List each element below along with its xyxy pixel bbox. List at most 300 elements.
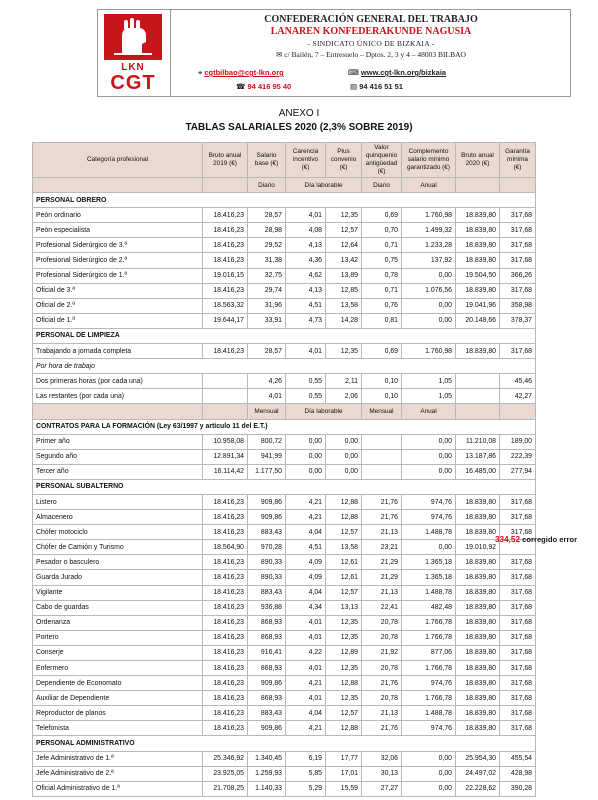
value-cell: 21,76 — [362, 510, 402, 525]
value-cell: 20,78 — [362, 661, 402, 676]
value-cell: 0,00 — [402, 540, 456, 555]
web-line — [348, 68, 446, 77]
table-row — [33, 691, 536, 706]
value-cell: 1.766,78 — [402, 615, 456, 630]
value-cell: 868,93 — [248, 615, 286, 630]
units-cell — [203, 404, 248, 419]
table-row — [33, 253, 536, 268]
table-row — [33, 494, 536, 509]
value-cell: 868,93 — [248, 661, 286, 676]
phone-line — [236, 82, 291, 91]
value-cell: 4,51 — [286, 298, 326, 313]
category-cell: Oficial de 2.ª — [33, 298, 203, 313]
value-cell: 1.499,32 — [402, 223, 456, 238]
letter-icon: ✉ — [276, 50, 283, 59]
value-cell: 974,76 — [402, 510, 456, 525]
units-cell: Diario — [362, 178, 402, 193]
value-cell: 12,89 — [326, 645, 362, 660]
value-cell: 30,13 — [362, 766, 402, 781]
value-cell: 890,33 — [248, 570, 286, 585]
org-name-basque: LANAREN KONFEDERAKUNDE NAGUSIA — [270, 26, 472, 37]
value-cell: 32,06 — [362, 751, 402, 766]
value-cell: 0,71 — [362, 283, 402, 298]
value-cell: 974,76 — [402, 494, 456, 509]
value-cell: 23,21 — [362, 540, 402, 555]
category-cell: Portero — [33, 630, 203, 645]
value-cell: 0,00 — [326, 449, 362, 464]
value-cell: 22,41 — [362, 600, 402, 615]
value-cell: 0,69 — [362, 344, 402, 359]
value-cell: 13,13 — [326, 600, 362, 615]
column-header: Garantía mínima (€) — [500, 143, 536, 178]
value-cell: 18.416,23 — [203, 344, 248, 359]
value-cell: 877,06 — [402, 645, 456, 660]
value-cell: 5,85 — [286, 766, 326, 781]
value-cell: 18.416,23 — [203, 510, 248, 525]
value-cell: 10.958,08 — [203, 434, 248, 449]
units-cell: Día laborable — [286, 404, 362, 419]
table-row — [33, 510, 536, 525]
value-cell: 12,35 — [326, 661, 362, 676]
fax-line — [350, 82, 403, 91]
units-cell: Mensual — [362, 404, 402, 419]
value-cell: 18.839,80 — [456, 223, 500, 238]
value-cell: 4,21 — [286, 721, 326, 736]
table-row — [33, 374, 536, 389]
column-header: Bruto anual 2019 (€) — [203, 143, 248, 178]
value-cell: 18.839,80 — [456, 645, 500, 660]
value-cell: 317,68 — [500, 510, 536, 525]
category-cell: Enfermero — [33, 661, 203, 676]
value-cell: 4,21 — [286, 494, 326, 509]
value-cell: 358,98 — [500, 298, 536, 313]
category-cell: Auxiliar de Dependiente — [33, 691, 203, 706]
value-cell: 0,10 — [362, 374, 402, 389]
category-cell: Segundo año — [33, 449, 203, 464]
value-cell: 12,57 — [326, 585, 362, 600]
table-row — [33, 298, 536, 313]
value-cell: 18.416,23 — [203, 691, 248, 706]
value-cell: 883,43 — [248, 585, 286, 600]
value-cell: 13,58 — [326, 540, 362, 555]
category-cell: Reproductor de planos — [33, 706, 203, 721]
value-cell: 4,01 — [286, 344, 326, 359]
value-cell: 21,13 — [362, 525, 402, 540]
units-cell — [203, 178, 248, 193]
value-cell: 909,86 — [248, 676, 286, 691]
value-cell: 17,77 — [326, 751, 362, 766]
value-cell: 45,46 — [500, 374, 536, 389]
value-cell: 4,01 — [286, 615, 326, 630]
column-header: Bruto anual 2020 (€) — [456, 143, 500, 178]
value-cell: 18.839,80 — [456, 691, 500, 706]
value-cell: 28,57 — [248, 344, 286, 359]
value-cell: 18.416,23 — [203, 630, 248, 645]
value-cell: 4,09 — [286, 555, 326, 570]
value-cell: 13.187,86 — [456, 449, 500, 464]
value-cell: 4,34 — [286, 600, 326, 615]
value-cell: 18.416,23 — [203, 208, 248, 223]
value-cell: 18.839,80 — [456, 283, 500, 298]
value-cell: 4,51 — [286, 540, 326, 555]
category-cell: Chófer de Camión y Turismo — [33, 540, 203, 555]
value-cell: 20.148,66 — [456, 313, 500, 328]
value-cell: 18.839,80 — [456, 208, 500, 223]
address-text: c/ Bailén, 7 – Entresuelo – Dptos. 2, 3 y 4 – 48003 BILBAO — [284, 50, 466, 59]
phone-number: 94 416 95 40 — [247, 82, 292, 91]
value-cell: 317,68 — [500, 691, 536, 706]
table-row — [33, 464, 536, 479]
value-cell: 42,27 — [500, 389, 536, 404]
value-cell: 4,73 — [286, 313, 326, 328]
value-cell: 18.416,23 — [203, 676, 248, 691]
category-cell: Dos primeras horas (por cada una) — [33, 374, 203, 389]
section-row — [33, 736, 536, 751]
value-cell — [362, 434, 402, 449]
category-cell: Peón ordinario — [33, 208, 203, 223]
value-cell: 868,93 — [248, 691, 286, 706]
page-title: TABLAS SALARIALES 2020 (2,3% SOBRE 2019) — [185, 122, 413, 133]
value-cell: 12,57 — [326, 706, 362, 721]
value-cell: 0,55 — [286, 389, 326, 404]
value-cell: 137,92 — [402, 253, 456, 268]
value-cell: 12,35 — [326, 615, 362, 630]
value-cell — [362, 449, 402, 464]
value-cell: 317,68 — [500, 615, 536, 630]
value-cell: 0,81 — [362, 313, 402, 328]
value-cell: 4,04 — [286, 585, 326, 600]
value-cell: 1.760,98 — [402, 344, 456, 359]
value-cell: 21,29 — [362, 570, 402, 585]
value-cell: 0,00 — [326, 434, 362, 449]
section-header: CONTRATOS PARA LA FORMACIÓN (Ley 63/1997 y artículo 11 del E.T.) — [33, 419, 536, 434]
value-cell: 4,62 — [286, 268, 326, 283]
value-cell: 4,01 — [286, 630, 326, 645]
keyboard-icon: ⌨ — [348, 68, 359, 77]
value-cell: 390,28 — [500, 781, 536, 796]
value-cell: 18.839,80 — [456, 585, 500, 600]
table-row — [33, 645, 536, 660]
value-cell: 18.416,23 — [203, 645, 248, 660]
value-cell: 4,21 — [286, 676, 326, 691]
value-cell: 4,13 — [286, 238, 326, 253]
value-cell: 18.839,80 — [456, 238, 500, 253]
value-cell: 12,61 — [326, 570, 362, 585]
value-cell: 4,01 — [286, 208, 326, 223]
value-cell: 0,75 — [362, 253, 402, 268]
value-cell: 19.010,92 — [456, 540, 500, 555]
value-cell: 4,36 — [286, 253, 326, 268]
value-cell — [362, 464, 402, 479]
value-cell: 883,43 — [248, 706, 286, 721]
units-row — [33, 404, 536, 419]
section-row — [33, 328, 536, 343]
value-cell: 0,55 — [286, 374, 326, 389]
column-header: Plus convenio (€) — [326, 143, 362, 178]
value-cell: 0,00 — [402, 781, 456, 796]
value-cell: 12,88 — [326, 494, 362, 509]
table-row — [33, 630, 536, 645]
value-cell: 16.114,42 — [203, 464, 248, 479]
value-cell: 0,00 — [326, 464, 362, 479]
value-cell: 29,74 — [248, 283, 286, 298]
value-cell: 2,06 — [326, 389, 362, 404]
section-header: PERSONAL DE LIMPIEZA — [33, 328, 536, 343]
value-cell: 21,13 — [362, 706, 402, 721]
value-cell: 21,92 — [362, 645, 402, 660]
section-header: PERSONAL OBRERO — [33, 193, 536, 208]
category-cell: Jefe Administrativo de 1.ª — [33, 751, 203, 766]
value-cell: 482,48 — [402, 600, 456, 615]
value-cell: 18.416,23 — [203, 570, 248, 585]
value-cell: 21,76 — [362, 721, 402, 736]
category-cell: Telefonista — [33, 721, 203, 736]
value-cell: 19.504,50 — [456, 268, 500, 283]
web-link[interactable]: www.cgt-lkn.org/bizkaia — [360, 68, 447, 77]
category-cell: Chófer motociclo — [33, 525, 203, 540]
value-cell: 1.766,78 — [402, 691, 456, 706]
value-cell: 13,89 — [326, 268, 362, 283]
column-header: Categoría profesional — [33, 143, 203, 178]
value-cell: 0,00 — [286, 449, 326, 464]
mouse-icon: ⌖ — [198, 68, 203, 77]
value-cell: 18.839,80 — [456, 344, 500, 359]
category-cell: Las restantes (por cada una) — [33, 389, 203, 404]
value-cell: 4,04 — [286, 525, 326, 540]
value-cell: 24.497,02 — [456, 766, 500, 781]
category-cell: Pesador o basculero — [33, 555, 203, 570]
value-cell: 0,00 — [286, 434, 326, 449]
units-cell — [456, 404, 500, 419]
units-cell: Mensual — [248, 404, 286, 419]
category-cell: Profesional Siderúrgico de 3.ª — [33, 238, 203, 253]
value-cell: 18.839,80 — [456, 600, 500, 615]
column-header: Valor quinquenio antigüedad (€) — [362, 143, 402, 178]
value-cell: 4,09 — [286, 570, 326, 585]
value-cell: 0,00 — [402, 766, 456, 781]
value-cell: 317,68 — [500, 721, 536, 736]
value-cell: 18.839,80 — [456, 510, 500, 525]
value-cell: 16.485,00 — [456, 464, 500, 479]
units-cell: Día laborable — [286, 178, 362, 193]
logo-cgt-text: CGT — [110, 72, 156, 94]
value-cell: 20,78 — [362, 691, 402, 706]
category-cell: Conserje — [33, 645, 203, 660]
category-cell: Oficial de 3.ª — [33, 283, 203, 298]
value-cell: 4,01 — [286, 661, 326, 676]
email-link[interactable]: cgtbilbao@cgt-lkn.org — [204, 68, 284, 77]
value-cell: 20,78 — [362, 615, 402, 630]
table-row — [33, 585, 536, 600]
value-cell: 12,88 — [326, 676, 362, 691]
value-cell: 317,68 — [500, 600, 536, 615]
category-cell: Primer año — [33, 434, 203, 449]
value-cell: 317,68 — [500, 253, 536, 268]
section-header: PERSONAL ADMINISTRATIVO — [33, 736, 536, 751]
table-row — [33, 721, 536, 736]
value-cell: 32,75 — [248, 268, 286, 283]
value-cell: 12,88 — [326, 721, 362, 736]
value-cell: 868,93 — [248, 630, 286, 645]
value-cell: 18.416,23 — [203, 494, 248, 509]
category-cell: Cabo de guardas — [33, 600, 203, 615]
table-row — [33, 615, 536, 630]
value-cell: 29,52 — [248, 238, 286, 253]
value-cell: 28,98 — [248, 223, 286, 238]
category-cell: Oficial de 1.ª — [33, 313, 203, 328]
value-cell: 18.416,23 — [203, 253, 248, 268]
value-cell: 19.041,96 — [456, 298, 500, 313]
value-cell: 189,00 — [500, 434, 536, 449]
header-row — [33, 143, 536, 178]
value-cell: 19.016,15 — [203, 268, 248, 283]
category-cell: Tercer año — [33, 464, 203, 479]
value-cell: 0,00 — [402, 298, 456, 313]
value-cell: 12,57 — [326, 223, 362, 238]
value-cell: 0,00 — [402, 751, 456, 766]
value-cell: 317,68 — [500, 645, 536, 660]
value-cell — [203, 374, 248, 389]
value-cell: 317,68 — [500, 238, 536, 253]
value-cell: 18.839,80 — [456, 661, 500, 676]
value-cell: 18.839,80 — [456, 721, 500, 736]
value-cell: 18.839,80 — [456, 676, 500, 691]
value-cell: 1.076,56 — [402, 283, 456, 298]
value-cell: 883,43 — [248, 525, 286, 540]
value-cell: 1,05 — [402, 389, 456, 404]
table-row — [33, 449, 536, 464]
value-cell — [203, 389, 248, 404]
table-row — [33, 313, 536, 328]
value-cell: 1.177,50 — [248, 464, 286, 479]
value-cell: 1,05 — [402, 374, 456, 389]
correction-note: corregido error — [522, 535, 578, 544]
value-cell: 4,08 — [286, 223, 326, 238]
logo-lkn-text: LKN — [121, 62, 145, 73]
column-header: Salario base (€) — [248, 143, 286, 178]
letterhead — [97, 9, 571, 97]
table-body — [33, 178, 536, 797]
value-cell: 28,57 — [248, 208, 286, 223]
value-cell: 1.766,78 — [402, 630, 456, 645]
value-cell: 936,88 — [248, 600, 286, 615]
value-cell: 19.644,17 — [203, 313, 248, 328]
value-cell: 0,70 — [362, 223, 402, 238]
value-cell: 0,78 — [362, 268, 402, 283]
table-row — [33, 540, 536, 555]
value-cell: 1.340,45 — [248, 751, 286, 766]
value-cell: 20,78 — [362, 630, 402, 645]
value-cell: 1.766,78 — [402, 661, 456, 676]
value-cell: 21,76 — [362, 494, 402, 509]
value-cell: 18.839,80 — [456, 615, 500, 630]
value-cell: 13,42 — [326, 253, 362, 268]
category-cell: Almacenero — [33, 510, 203, 525]
table-row — [33, 434, 536, 449]
value-cell: 1.365,18 — [402, 570, 456, 585]
value-cell: 0,71 — [362, 238, 402, 253]
value-cell: 1.140,33 — [248, 781, 286, 796]
value-cell: 12,35 — [326, 630, 362, 645]
value-cell: 317,68 — [500, 283, 536, 298]
value-cell: 15,59 — [326, 781, 362, 796]
phone-icon: ☎ — [236, 82, 246, 91]
value-cell: 4,26 — [248, 374, 286, 389]
category-cell: Vigilante — [33, 585, 203, 600]
section-row — [33, 359, 536, 374]
table-row — [33, 223, 536, 238]
table-row — [33, 781, 536, 796]
value-cell: 18.839,80 — [456, 706, 500, 721]
value-cell: 12,57 — [326, 525, 362, 540]
category-cell: Peón especialista — [33, 223, 203, 238]
table-row — [33, 706, 536, 721]
category-cell: Profesional Siderúrgico de 2.ª — [33, 253, 203, 268]
value-cell: 317,68 — [500, 555, 536, 570]
value-cell: 222,39 — [500, 449, 536, 464]
value-cell: 18.416,23 — [203, 721, 248, 736]
org-subtitle: - SINDICATO ÚNICO DE BIZKAIA - — [307, 39, 435, 48]
table-row — [33, 766, 536, 781]
value-cell: 890,33 — [248, 555, 286, 570]
units-cell — [500, 404, 536, 419]
value-cell: 12.891,34 — [203, 449, 248, 464]
units-cell — [500, 178, 536, 193]
value-cell: 13,58 — [326, 298, 362, 313]
org-address — [172, 50, 570, 59]
value-cell: 4,22 — [286, 645, 326, 660]
value-cell: 12,64 — [326, 238, 362, 253]
category-cell: Trabajando a jornada completa — [33, 344, 203, 359]
units-cell — [456, 178, 500, 193]
value-cell: 6,19 — [286, 751, 326, 766]
value-cell: 1.488,78 — [402, 525, 456, 540]
value-cell: 1.259,93 — [248, 766, 286, 781]
value-cell: 317,68 — [500, 706, 536, 721]
corrected-value: 334,52 — [495, 535, 521, 544]
value-cell — [456, 374, 500, 389]
category-cell: Profesional Siderúrgico de 1.ª — [33, 268, 203, 283]
value-cell: 14,28 — [326, 313, 362, 328]
table-row — [33, 570, 536, 585]
table-row — [33, 751, 536, 766]
value-cell: 317,68 — [500, 676, 536, 691]
value-cell: 12,35 — [326, 208, 362, 223]
value-cell: 12,61 — [326, 555, 362, 570]
section-header: Por hora de trabajo — [33, 359, 536, 374]
table-row — [33, 208, 536, 223]
cgt-logo — [98, 10, 171, 96]
category-cell: Oficial Administrativo de 1.ª — [33, 781, 203, 796]
letterhead-text — [172, 10, 570, 59]
section-row — [33, 193, 536, 208]
value-cell: 317,68 — [500, 525, 536, 540]
category-cell: Jefe Administrativo de 2.ª — [33, 766, 203, 781]
value-cell: 317,68 — [500, 630, 536, 645]
value-cell: 317,68 — [500, 661, 536, 676]
table-row — [33, 525, 536, 540]
table-row — [33, 555, 536, 570]
value-cell: 21,29 — [362, 555, 402, 570]
value-cell: 18.416,23 — [203, 600, 248, 615]
value-cell: 317,68 — [500, 344, 536, 359]
value-cell: 1.365,18 — [402, 555, 456, 570]
value-cell: 0,00 — [402, 268, 456, 283]
value-cell: 0,76 — [362, 298, 402, 313]
fax-number: 94 416 51 51 — [359, 82, 403, 91]
table-row — [33, 238, 536, 253]
value-cell: 0,00 — [402, 464, 456, 479]
